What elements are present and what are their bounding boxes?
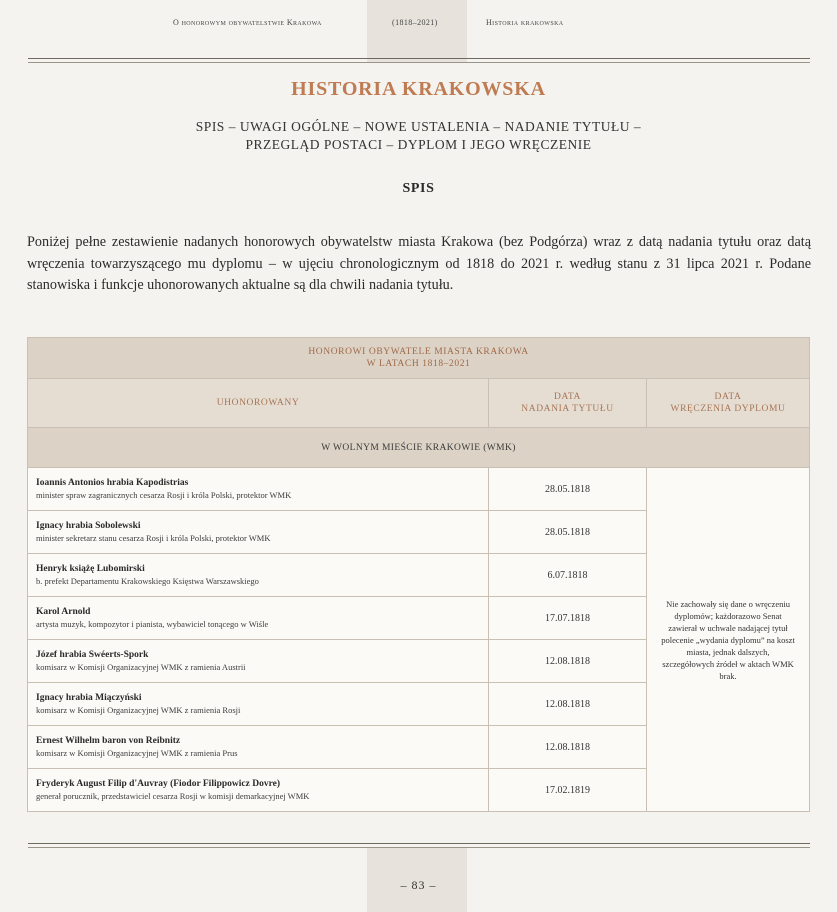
grant-date: 17.07.1818 <box>489 597 647 640</box>
honoree-cell <box>28 769 489 812</box>
column-header-diploma-date <box>647 379 810 428</box>
section-title: SPIS <box>402 181 435 196</box>
grant-date: 12.08.1818 <box>489 683 647 726</box>
grant-date: 28.05.1818 <box>489 468 647 511</box>
grant-date: 17.02.1819 <box>489 769 647 812</box>
intro-paragraph: Poniżej pełne zestawienie nadanych honorowych obywatelstw miasta Krakowa (bez Podgórza) wraz z datą nadania tytułu oraz datą wręczenia towarzyszącego mu dyplomu – w ujęciu chronologicznym od 1818 do 2021 r. według stanu z 31 lipca 2021 r. Podane stanowiska i funkcje uhonorowanych aktualne są dla chwili nadania tytułu. <box>27 234 811 294</box>
subtitle-line-1: SPIS – UWAGI OGÓLNE – NOWE USTALENIA – NADANIE TYTUŁU – <box>195 119 642 134</box>
honoree-cell <box>28 683 489 726</box>
honoree-name: Ioannis Antonios hrabia Kapodistrias <box>36 478 189 488</box>
table-title-line-2: W LATACH 1818–2021 <box>366 359 471 369</box>
page-title: HISTORIA KRAKOWSKA <box>291 78 546 100</box>
table-row <box>28 468 810 511</box>
running-head <box>0 14 837 34</box>
honoree-role: b. prefekt Departamentu Krakowskiego Księstwa Warszawskiego <box>36 576 259 586</box>
honoree-role: komisarz w Komisji Organizacyjnej WMK z ramienia Austrii <box>36 662 246 672</box>
running-head-left: O honorowym obywatelstwie Krakowa <box>173 18 322 27</box>
honoree-role: minister sekretarz stanu cesarza Rosji i króla Polski, protektor WMK <box>36 533 271 543</box>
honoree-role: komisarz w Komisji Organizacyjnej WMK z ramienia Prus <box>36 748 238 758</box>
honoree-role: komisarz w Komisji Organizacyjnej WMK z ramienia Rosji <box>36 705 241 715</box>
honoree-cell <box>28 640 489 683</box>
honoree-name: Ignacy hrabia Sobolewski <box>36 521 141 531</box>
grant-date: 6.07.1818 <box>489 554 647 597</box>
column-header-grant-date <box>489 379 647 428</box>
honoree-name: Henryk książę Lubomirski <box>36 564 145 574</box>
honoree-name: Karol Arnold <box>36 607 91 617</box>
honoree-role: generał porucznik, przedstawiciel cesarza Rosji w komisji demarkacyjnej WMK <box>36 791 310 801</box>
running-head-years: (1818–2021) <box>392 18 438 27</box>
table-title-line-1: HONOROWI OBYWATELE MIASTA KRAKOWA <box>308 347 529 357</box>
honoree-cell <box>28 726 489 769</box>
honoree-name: Ernest Wilhelm baron von Reibnitz <box>36 736 181 746</box>
diploma-date-header-line-1: DATA <box>714 392 742 402</box>
chapter-subtitle <box>0 118 837 154</box>
honorary-citizens-table <box>27 337 810 812</box>
honoree-name: Fryderyk August Filip d'Auvray (Fiodor Filippowicz Dovre) <box>36 779 281 789</box>
grant-date: 12.08.1818 <box>489 640 647 683</box>
table-title <box>28 338 810 379</box>
honoree-cell <box>28 511 489 554</box>
page-number: – 83 – <box>400 878 437 892</box>
honoree-cell <box>28 554 489 597</box>
honoree-cell <box>28 468 489 511</box>
honoree-name: Ignacy hrabia Miączyński <box>36 693 142 703</box>
subtitle-line-2: PRZEGLĄD POSTACI – DYPLOM I JEGO WRĘCZENIE <box>245 137 592 152</box>
table-section-header: W WOLNYM MIEŚCIE KRAKOWIE (WMK) <box>28 428 810 468</box>
running-head-right: Historia krakowska <box>486 18 564 27</box>
grant-date: 28.05.1818 <box>489 511 647 554</box>
honoree-role: minister spraw zagranicznych cesarza Rosji i króla Polski, protektor WMK <box>36 490 292 500</box>
grant-date-header-line-1: DATA <box>554 392 581 402</box>
honoree-name: Józef hrabia Swéerts-Spork <box>36 650 149 660</box>
column-header-honored: UHONOROWANY <box>28 379 489 428</box>
diploma-date-header-line-2: WRĘCZENIA DYPLOMU <box>670 404 786 414</box>
grant-date: 12.08.1818 <box>489 726 647 769</box>
grant-date-header-line-2: NADANIA TYTUŁU <box>521 404 614 414</box>
honoree-cell <box>28 597 489 640</box>
bottom-divider <box>28 843 810 848</box>
top-divider <box>28 58 810 63</box>
honoree-role: artysta muzyk, kompozytor i pianista, wybawiciel tonącego w Wiśle <box>36 619 269 629</box>
diploma-note: Nie zachowały się dane o wręczeniu dyplomów; każdorazowo Senat zawierał w uchwale nadającej tytuł polecenie „wydania dyplomu” na koszt miasta, jednak dalszych, szczegółowych źródeł w aktach WMK brak. <box>647 468 810 812</box>
